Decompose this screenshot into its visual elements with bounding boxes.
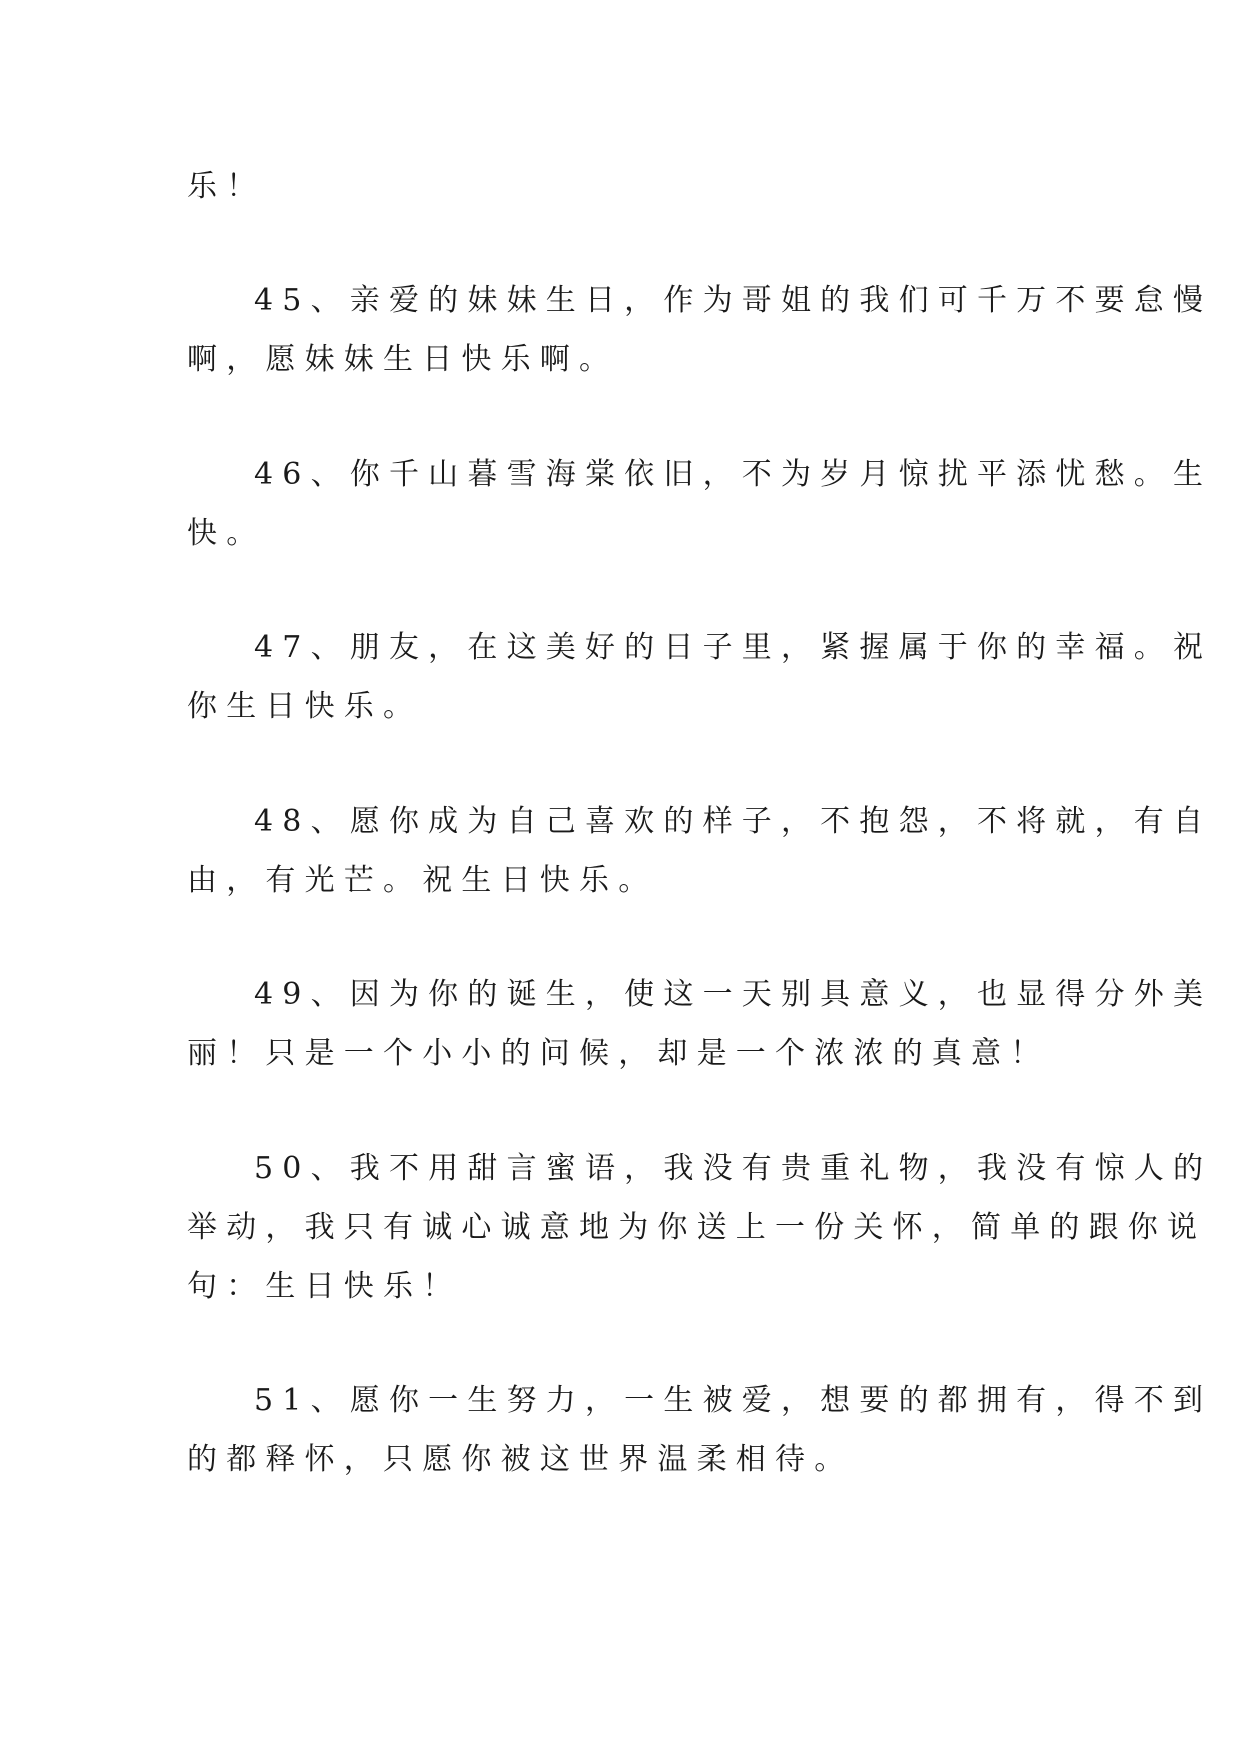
text-line: 50、我不用甜言蜜语，我没有贵重礼物，我没有惊人的 [254,1151,1213,1186]
text-line: 乐！ [187,169,266,204]
text-line: 49、因为你的诞生，使这一天别具意义，也显得分外美 [254,977,1213,1012]
text-line: 46、你千山暮雪海棠依旧，不为岁月惊扰平添忧愁。生 [254,457,1213,492]
text-line: 你生日快乐。 [187,689,423,724]
text-line: 举动，我只有诚心诚意地为你送上一份关怀，简单的跟你说 [187,1210,1207,1245]
text-line: 由，有光芒。祝生日快乐。 [187,863,658,898]
text-line: 丽！只是一个小小的问候，却是一个浓浓的真意！ [187,1036,1050,1071]
text-line: 的都释怀，只愿你被这世界温柔相待。 [187,1442,854,1477]
text-line: 句：生日快乐！ [187,1269,462,1304]
text-line: 45、亲爱的妹妹生日，作为哥姐的我们可千万不要怠慢 [254,283,1213,318]
text-line: 47、朋友，在这美好的日子里，紧握属于你的幸福。祝 [254,630,1213,665]
text-line: 51、愿你一生努力，一生被爱，想要的都拥有，得不到 [254,1383,1213,1418]
text-line: 48、愿你成为自己喜欢的样子，不抱怨，不将就，有自 [254,804,1213,839]
text-line: 快。 [187,516,266,551]
text-line: 啊，愿妹妹生日快乐啊。 [187,342,619,377]
